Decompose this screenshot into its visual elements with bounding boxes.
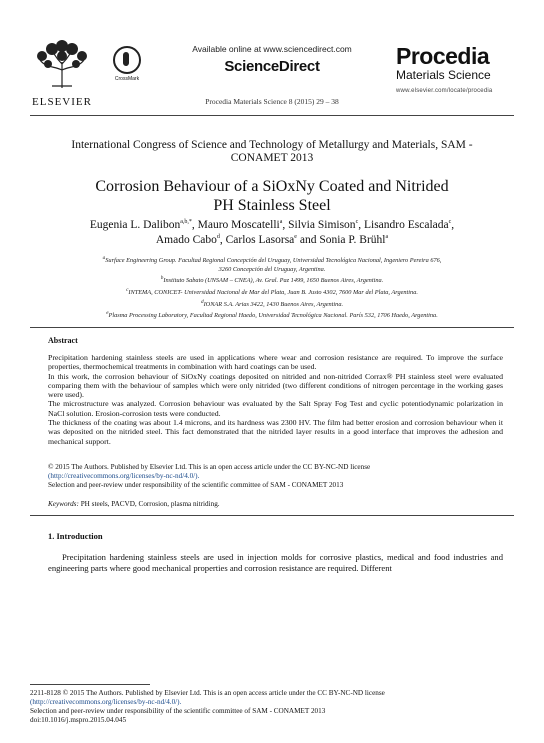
journal-title: Procedia xyxy=(396,43,490,69)
affiliation-text: 3260 Concepción del Uruguay, Argentina. xyxy=(218,265,326,273)
affiliation xyxy=(40,254,504,266)
author: Lisandro Escalada xyxy=(363,219,449,231)
affiliation-list xyxy=(40,254,504,321)
abstract-paragraph: The thickness of the coating was about 1.4 microns, and its hardness was 2300 HV. The film had better erosion and corrosion behaviour when it was deposited on the nitrided steel. This fact demonstrated that the nitrided layer results in a good interface that improves the adhesion and mechanical support. xyxy=(48,418,503,446)
abstract-paragraph: In this work, the corrosion behaviour of SiOxNy coatings deposited on nitrided and non-nitrided Corrax® PH stainless steel were evaluated comparing them with the behaviour of samples which were only nitrided (two different conditions of nitrogen percentage in the working gases were used). xyxy=(48,371,503,400)
journal-subtitle: Materials Science xyxy=(396,68,491,82)
affiliation xyxy=(40,274,504,286)
affiliation-sup: a xyxy=(102,255,106,261)
author-sep: , xyxy=(451,219,455,231)
affiliation-text: Plasma Processing Laboratory, Facultad Regional Haedo, Universidad Tecnológica Nacional. París 532, 1706 Haedo, Argentina. xyxy=(108,312,438,320)
author: Carlos Lasorsa xyxy=(225,234,295,246)
affiliation-sup: b xyxy=(160,275,164,282)
affiliation-text: Surface Engineering Group. Facultad Regional Concepción del Uruguay, Universidad Tecnológica Nacional, Ingeniero Pereira 676, xyxy=(105,257,442,265)
author-sep: , xyxy=(282,219,289,231)
abstract-paragraph: Precipitation hardening stainless steels are used in applications where wear and corrosion resistance are required. To improve the surface properties, thermochemical treatments in combination with hard coatings can be used. xyxy=(48,353,503,372)
abstract-heading: Abstract xyxy=(48,336,78,345)
affiliation-text: Instituto Sabato (UNSAM – CNEA), Av. Gral. Paz 1499, 1650 Buenos Aires, Argentina. xyxy=(163,277,384,285)
affiliation-sup: e xyxy=(106,310,109,317)
author-sup: c xyxy=(448,219,452,226)
author-sep: , xyxy=(219,234,226,246)
author-sup: d xyxy=(216,234,220,241)
affiliation xyxy=(40,309,504,321)
author: Sonia P. Brühl xyxy=(319,234,386,246)
affiliation-sup: c xyxy=(126,286,129,293)
affiliation-text: INTEMA, CONICET- Universidad Nacional de Mar del Plata, Juan B. Justo 4302, 7600 Mar del Plata, Argentina. xyxy=(128,289,418,297)
author-sup: a xyxy=(279,219,283,226)
abstract-top-divider xyxy=(30,327,514,328)
affiliation xyxy=(40,266,504,275)
footer-issn-line: 2211-8128 © 2015 The Authors. Published by Elsevier Ltd. This is an open access article under the CC BY-NC-ND license xyxy=(30,689,385,697)
license-line: © 2015 The Authors. Published by Elsevier Ltd. This is an open access article under the CC BY-NC-ND license xyxy=(48,463,371,471)
author-sep: , xyxy=(191,219,198,231)
introduction-paragraph: Precipitation hardening stainless steels are used in injection molds for corrosive plastics, medical and food industries and engineering parts where good mechanical properties and corrosion resistance are required. Different xyxy=(48,552,503,574)
author-sup: a,b,* xyxy=(180,219,192,226)
keywords-line xyxy=(48,500,503,508)
license-block xyxy=(48,463,503,490)
title-line-2: PH Stainless Steel xyxy=(213,197,331,214)
peer-review-line: Selection and peer-review under responsibility of the scientific committee of SAM - CONAMET 2013 xyxy=(48,481,344,489)
abstract-bottom-divider xyxy=(30,515,514,516)
footer-doi[interactable]: doi:10.1016/j.mspro.2015.04.045 xyxy=(30,716,127,725)
author: Eugenia L. Dalibon xyxy=(89,219,181,231)
footer-peer-review-line: Selection and peer-review under responsibility of the scientific committee of SAM - CONAMET 2013 xyxy=(30,707,326,716)
author-sep: , xyxy=(358,219,364,231)
keywords-values: PH steels, PACVD, Corrosion, plasma nitriding. xyxy=(78,500,220,508)
paper-title xyxy=(40,177,504,215)
author-sup: c xyxy=(355,219,359,226)
license-link[interactable]: (http://creativecommons.org/licenses/by-nc-nd/4.0/). xyxy=(48,472,200,480)
crossmark-label: CrossMark xyxy=(114,76,140,82)
affiliation-sup: d xyxy=(200,298,204,305)
footer xyxy=(30,689,514,725)
available-online-text: Available online at www.sciencedirect.com xyxy=(192,44,352,54)
elsevier-wordmark: ELSEVIER xyxy=(32,96,92,108)
section-heading-introduction: 1. Introduction xyxy=(48,531,103,541)
title-line-1: Corrosion Behaviour of a SiOxNy Coated and Nitrided xyxy=(95,178,449,195)
keywords-label: Keywords: xyxy=(48,500,79,508)
sciencedirect-logo: ScienceDirect xyxy=(224,58,320,75)
author-sep: and xyxy=(296,234,320,246)
affiliation-text: IONAR S.A. Arias 3422, 1430 Buenos Aires, Argentina. xyxy=(203,300,344,308)
affiliation xyxy=(40,298,504,310)
author: Mauro Moscatelli xyxy=(197,219,280,231)
author: Amado Cabo xyxy=(155,234,217,246)
author: Silvia Simison xyxy=(288,219,356,231)
author-sup: e xyxy=(294,234,297,241)
conference-name xyxy=(40,139,504,165)
author-list xyxy=(40,218,504,248)
header-divider xyxy=(30,115,514,116)
footer-license-link[interactable]: (http://creativecommons.org/licenses/by-nc-nd/4.0/). xyxy=(30,698,182,707)
conference-line-2: CONAMET 2013 xyxy=(230,152,314,164)
journal-url[interactable]: www.elsevier.com/locate/procedia xyxy=(396,88,493,94)
abstract-paragraph: The microstructure was analyzed. Corrosion behaviour was evaluated by the Salt Spray Fog Test and cyclic potentiodynamic polarization in NaCl solution. Erosion-corrosion tests were conducted. xyxy=(48,399,503,418)
procedia-logo xyxy=(396,44,514,94)
affiliation xyxy=(40,286,504,298)
conference-line-1: International Congress of Science and Technology of Metallurgy and Materials, SAM - xyxy=(71,139,473,151)
author-sup: a xyxy=(385,234,389,241)
journal-reference: Procedia Materials Science 8 (2015) 29 – 38 xyxy=(205,97,339,106)
abstract-body xyxy=(48,353,503,446)
footer-divider xyxy=(30,684,150,685)
